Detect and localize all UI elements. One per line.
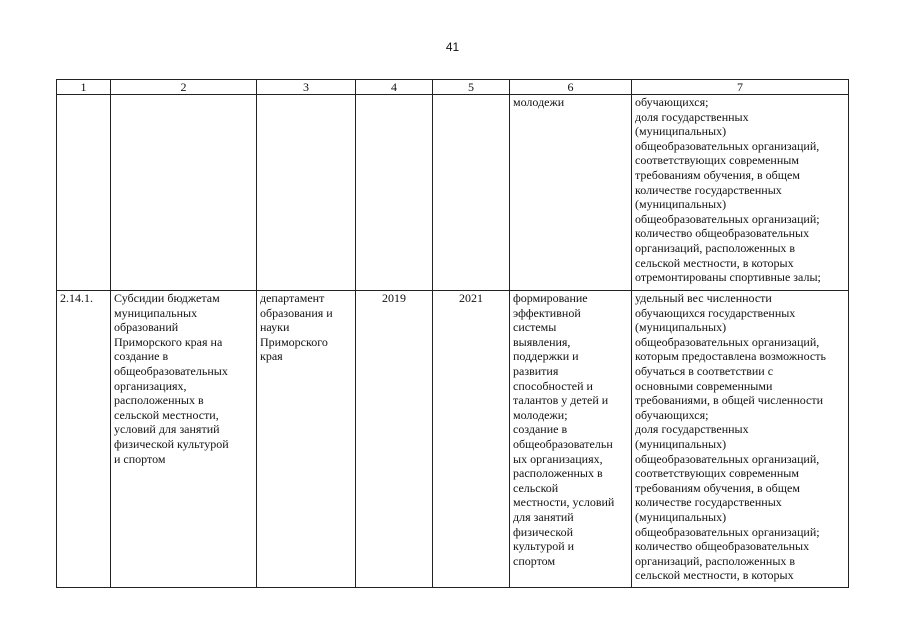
cell-number bbox=[57, 95, 111, 291]
cell-indicators: удельный вес численности обучающихся государственных (муниципальных) общеобразовательных организаций, которым предоставлена возможность обучаться в соответствии с основными современными требованиями, в общей численности обучающихся; доля государственных (муниципальных) общеобразовательных организаций, соответствующих современным требованиям обучения, в общем количестве государственных (муниципальных) общеобразовательных организаций; количество общеобразовательных организаций, расположенных в сельской местности, в которых bbox=[632, 291, 849, 588]
table-header-row bbox=[57, 80, 849, 95]
header-col-6: 6 bbox=[510, 80, 632, 95]
header-col-7: 7 bbox=[632, 80, 849, 95]
header-col-2: 2 bbox=[111, 80, 257, 95]
header-col-1: 1 bbox=[57, 80, 111, 95]
program-table bbox=[56, 79, 849, 588]
header-col-4: 4 bbox=[356, 80, 433, 95]
header-col-3: 3 bbox=[257, 80, 356, 95]
table-row bbox=[57, 95, 849, 291]
cell-measure bbox=[111, 95, 257, 291]
cell-start-year: 2019 bbox=[356, 291, 433, 588]
table-row bbox=[57, 291, 849, 588]
cell-end-year: 2021 bbox=[433, 291, 510, 588]
cell-end-year bbox=[433, 95, 510, 291]
cell-start-year bbox=[356, 95, 433, 291]
cell-expected-result: формирование эффективной системы выявления, поддержки и развития способностей и талантов у детей и молодежи; создание в общеобразовательн ых организациях, расположенных в сельской местности, условий для занятий физической культурой и спортом bbox=[510, 291, 632, 588]
cell-expected-result: молодежи bbox=[510, 95, 632, 291]
header-col-5: 5 bbox=[433, 80, 510, 95]
cell-indicators: обучающихся; доля государственных (муниципальных) общеобразовательных организаций, соответствующих современным требованиям обучения, в общем количестве государственных (муниципальных) общеобразовательных организаций; количество общеобразовательных организаций, расположенных в сельской местности, в которых отремонтированы спортивные залы; bbox=[632, 95, 849, 291]
page-number: 41 bbox=[445, 40, 460, 54]
cell-measure: Субсидии бюджетам муниципальных образований Приморского края на создание в общеобразовательных организациях, расположенных в сельской местности, условий для занятий физической культурой и спортом bbox=[111, 291, 257, 588]
cell-number: 2.14.1. bbox=[57, 291, 111, 588]
cell-executor: департамент образования и науки Приморского края bbox=[257, 291, 356, 588]
cell-executor bbox=[257, 95, 356, 291]
